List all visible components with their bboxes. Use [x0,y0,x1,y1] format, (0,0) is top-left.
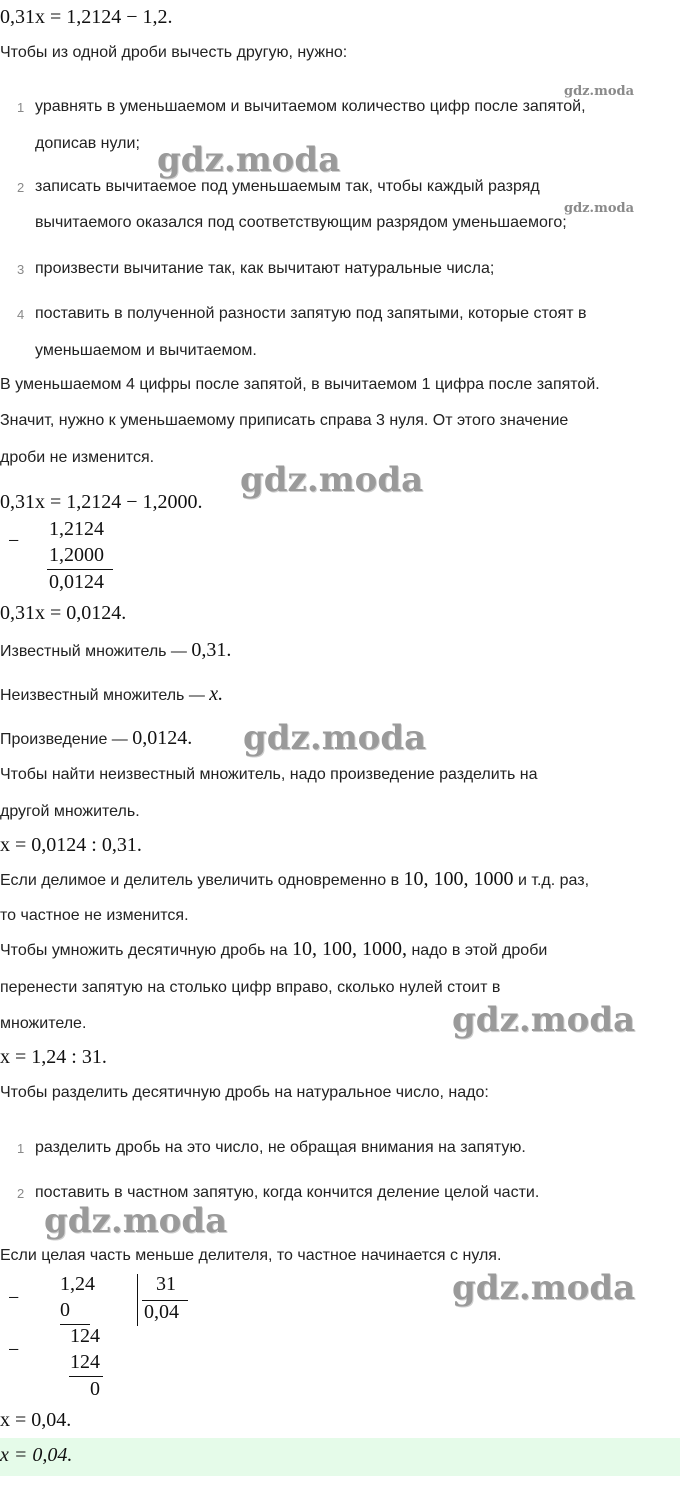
list-number: 2 [17,180,25,195]
find-factor-rule-line2: другой множитель. [0,803,140,820]
scale-rule-line2: то частное не изменится. [0,907,189,924]
watermark-logo: gdz.moda [157,140,341,180]
multiply-rule-line1: Чтобы умножить десятичную дробь на 10, 100, 1000, надо в этой дроби [0,938,548,960]
watermark-logo: gdz.moda [243,718,427,758]
find-factor-rule-line1: Чтобы найти неизвестный множитель, надо произведение разделить на [0,766,538,783]
equation-division: x = 0,0124 : 0,31. [0,834,142,856]
list-number: 1 [17,100,25,115]
subtracted-part: 0 [60,1299,70,1321]
zeros-explanation-line3: дроби не изменится. [0,449,155,466]
multiply-rule-line3: множителе. [0,1015,87,1032]
zeros-explanation-line2: Значит, нужно к уменьшаемому приписать справа 3 нуля. От этого значение [0,412,569,429]
subtrahend: 1,2000 [49,544,104,566]
watermark-logo: gdz.moda [452,1000,636,1040]
minus-sign: − [8,530,20,552]
watermark-logo: gdz.moda [44,1201,228,1241]
watermark-logo: gdz.moda [452,1268,636,1308]
answer-highlight [0,1438,680,1476]
division-bracket [137,1274,138,1326]
subtraction-intro: Чтобы из одной дроби вычесть другую, нужно: [0,44,348,61]
scale-rule-line1: Если делимое и делитель увеличить одновременно в 10, 100, 1000 и т.д. раз, [0,868,590,890]
divisor: 31 [156,1273,176,1295]
dividend: 1,24 [60,1273,95,1295]
equation-initial: 0,31x = 1,2124 − 1,2. [0,6,173,28]
remainder: 0 [90,1378,100,1400]
subtracted-part: 124 [70,1351,100,1373]
list-item: поставить в частном запятую, когда кончится деление целой части. [35,1184,540,1201]
list-item: поставить в полученной разности запятую под запятыми, которые стоят в [35,305,587,322]
list-item: произвести вычитание так, как вычитают натуральные числа; [35,260,495,277]
list-number: 4 [17,307,25,322]
subtraction-line [47,569,113,570]
list-item: уравнять в уменьшаемом и вычитаемом количество цифр после запятой, [35,98,586,115]
list-number: 1 [17,1141,25,1156]
quotient: 0,04 [144,1301,179,1323]
subtraction-line [69,1376,103,1377]
list-item: разделить дробь на это число, не обращая внимания на запятую. [35,1139,526,1156]
minus-sign: − [8,1287,20,1309]
division-intro: Чтобы разделить десятичную дробь на натуральное число, надо: [0,1084,489,1101]
equation-simplified: 0,31x = 0,0124. [0,602,127,624]
minuend: 1,2124 [49,518,104,540]
unknown-factor: Неизвестный множитель — x. [0,683,224,705]
zero-quotient-rule: Если целая часть меньше делителя, то частное начинается с нуля. [0,1247,502,1264]
equation-result: x = 0,04. [0,1409,72,1431]
list-number: 3 [17,262,25,277]
list-item-continued: уменьшаемом и вычитаемом. [35,342,257,359]
watermark-logo: gdz.moda [564,201,635,216]
list-item-continued: дописав нули; [35,135,140,152]
equation-natural-divisor: x = 1,24 : 31. [0,1046,107,1068]
multiply-rule-line2: перенести запятую на столько цифр вправо, сколько нулей стоит в [0,979,501,996]
difference: 0,0124 [49,571,104,593]
minus-sign: − [8,1339,20,1361]
product: Произведение — 0,0124. [0,727,193,749]
known-factor: Известный множитель — 0,31. [0,639,232,661]
final-answer: x = 0,04. [0,1444,73,1466]
watermark-logo: gdz.moda [564,84,635,99]
list-item: записать вычитаемое под уменьшаемым так, чтобы каждый разряд [35,178,540,195]
remainder-carried: 124 [70,1325,100,1347]
equation-aligned: 0,31x = 1,2124 − 1,2000. [0,491,203,513]
zeros-explanation-line1: В уменьшаемом 4 цифры после запятой, в вычитаемом 1 цифра после запятой. [0,376,600,393]
watermark-logo: gdz.moda [240,460,424,500]
list-number: 2 [17,1186,25,1201]
list-item-continued: вычитаемого оказался под соответствующим разрядом уменьшаемого; [35,214,567,231]
